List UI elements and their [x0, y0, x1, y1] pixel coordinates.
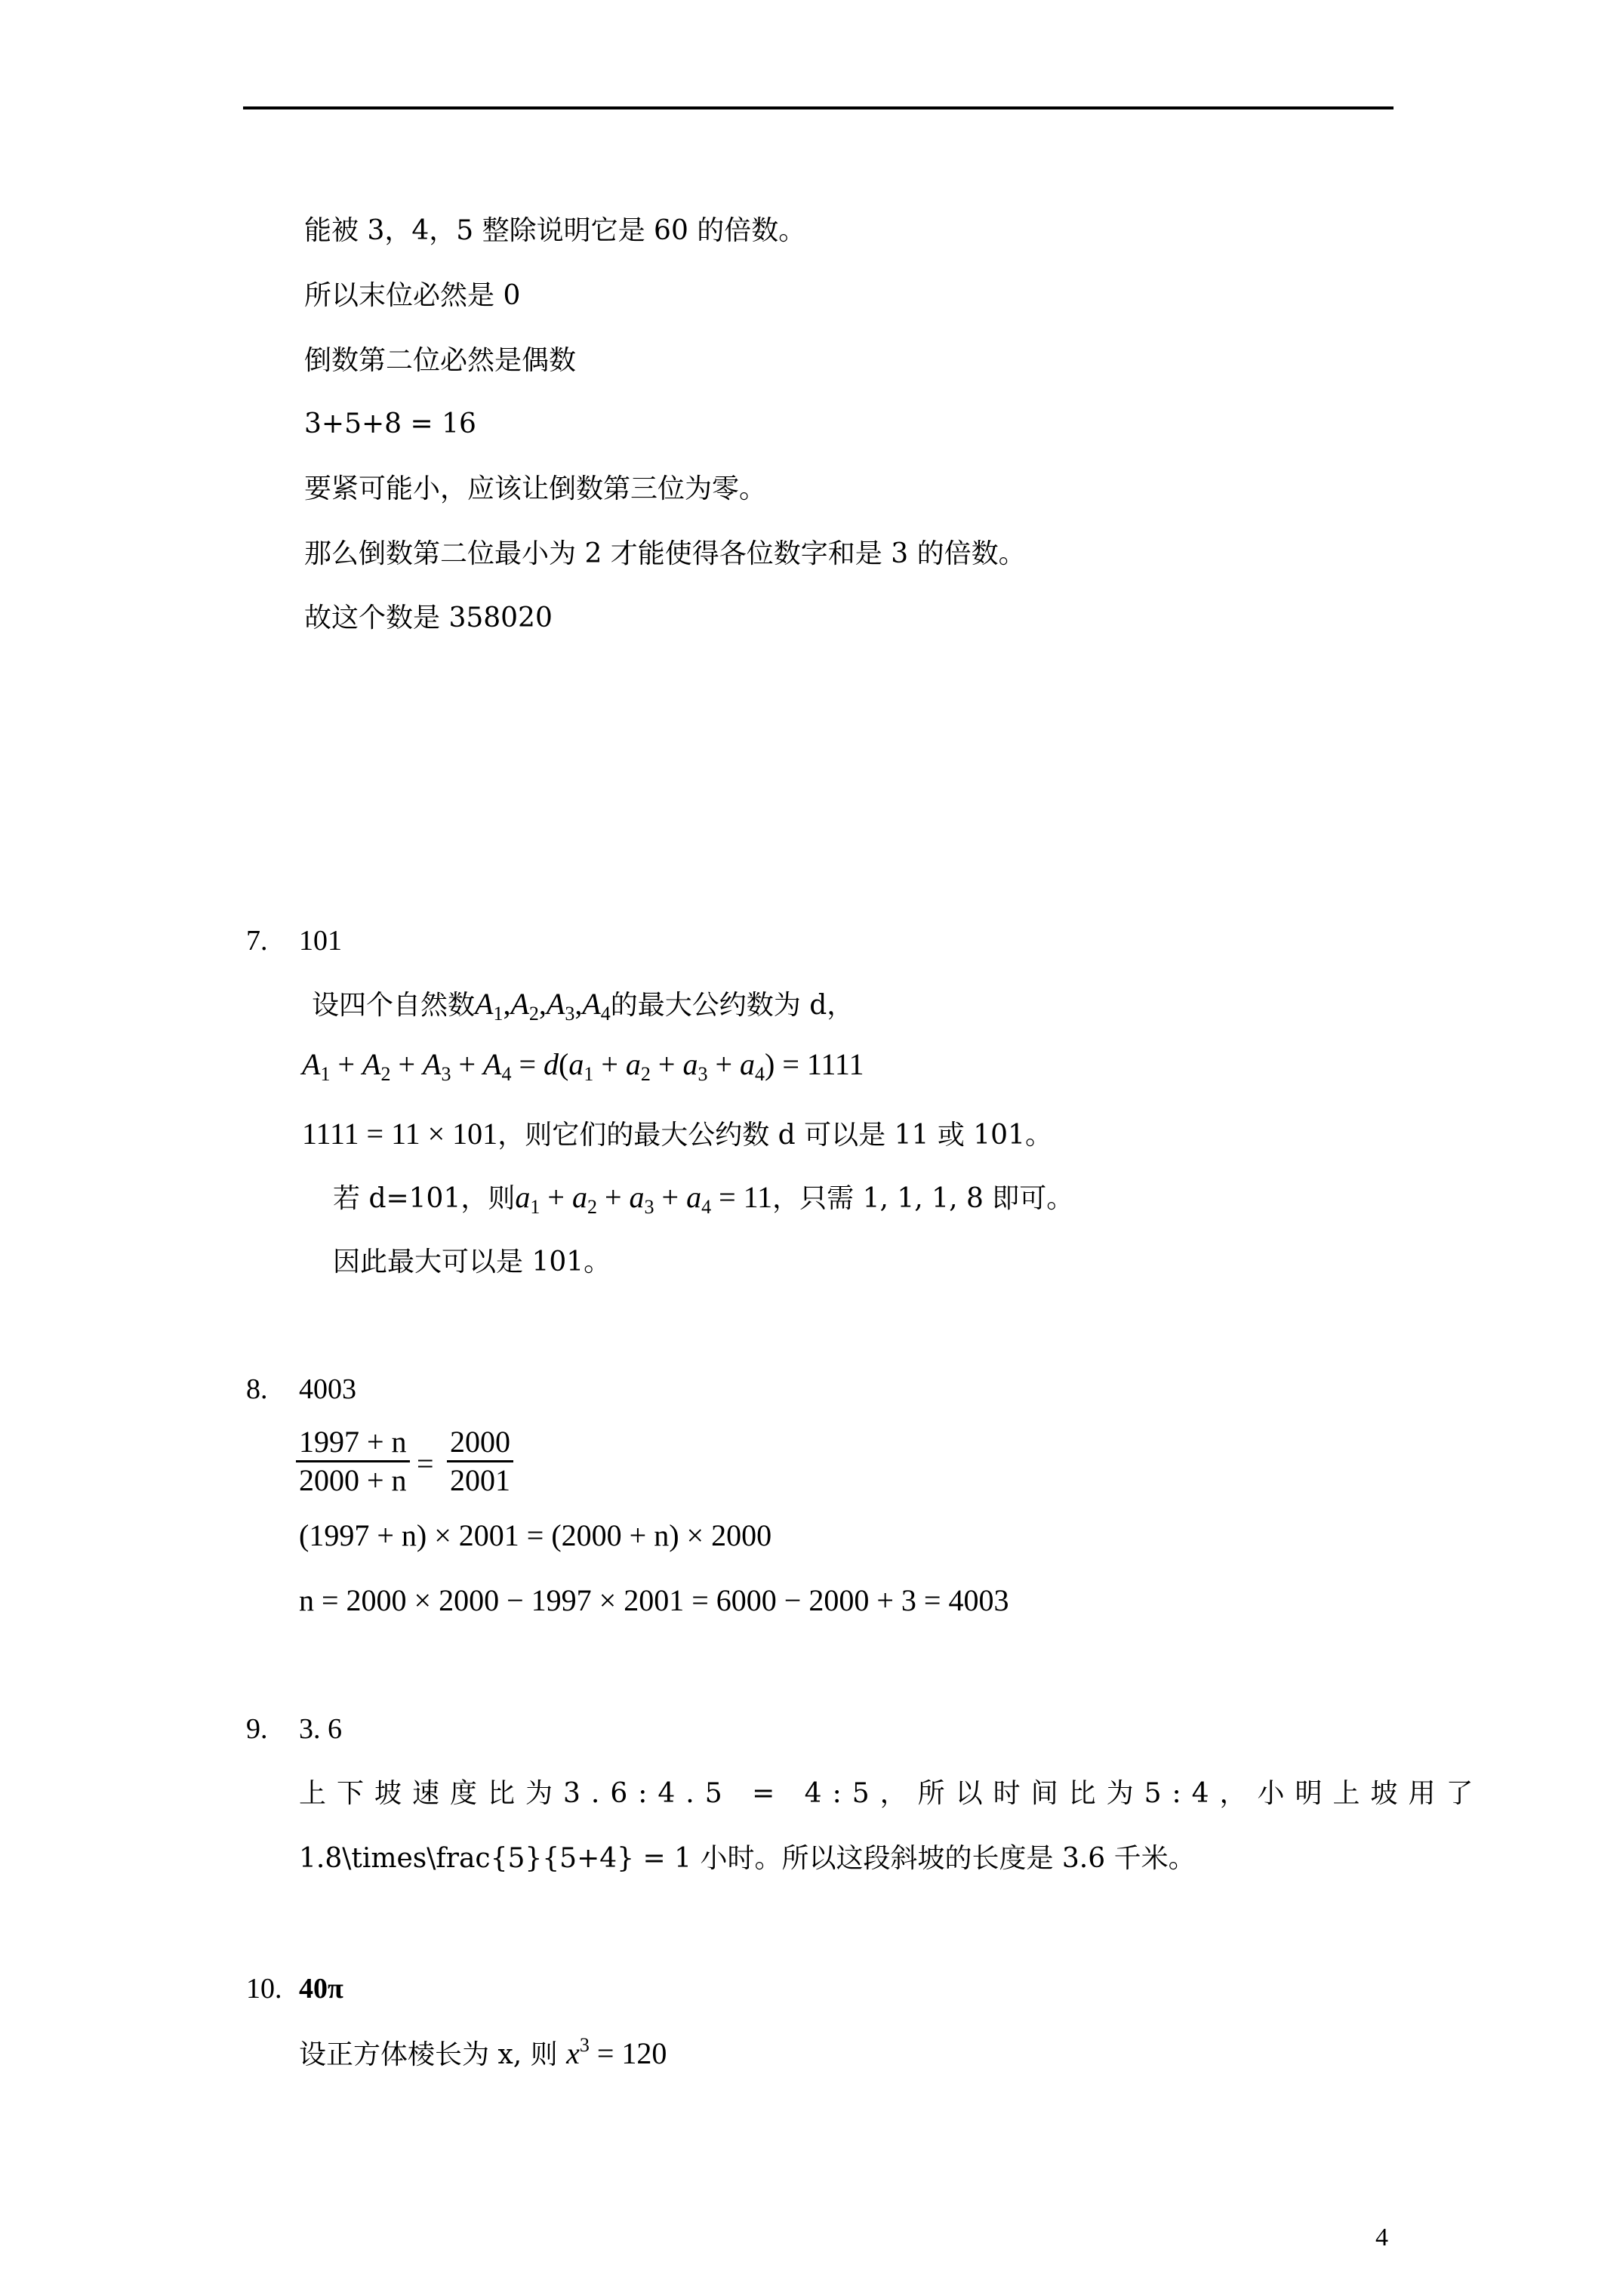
- q7-line4-head: 若 d=101，则: [333, 1183, 516, 1214]
- q7-line1-text: 设四个自然数: [312, 990, 476, 1021]
- q10-line-1: [299, 2034, 667, 2072]
- q9-number: 9.: [246, 1713, 268, 1745]
- q7-a-sum-value: = 11: [719, 1180, 773, 1214]
- q7-line3-tail: ，则它们的最大公约数 d 可以是 11 或 101。: [497, 1120, 1052, 1151]
- q7-sum-equation: $A_1 + A_2 + A_3 + A_4 = d(a_1 + a_2 + a_3 + a_4) = 1111$: [302, 1047, 864, 1085]
- q7-answer: 101: [299, 925, 342, 957]
- text-line-5: 要紧可能小，应该让倒数第三位为零。: [304, 473, 767, 504]
- q8-equation-2: (1997 + n) × 2001 = (2000 + n) × 2000: [299, 1518, 772, 1552]
- text-line-6: 那么倒数第二位最小为 2 才能使得各位数字和是 3 的倍数。: [304, 538, 1026, 569]
- q7-variables: $A_1,A_2,A_3,A_4$: [475, 987, 611, 1025]
- q9-line-1: 上下坡速度比为3.6:4.5 = 4:5，所以时间比为5:4，小明上坡用了: [299, 1778, 1484, 1809]
- q10-number: 10.: [246, 1973, 282, 2005]
- q8-fraction-right-numerator: 2000: [450, 1425, 510, 1459]
- q7-line-1: [312, 987, 855, 1025]
- header-rule: [243, 106, 1394, 109]
- text-line-7: 故这个数是 358020: [304, 603, 553, 633]
- text-line-2: 所以末位必然是 0: [304, 280, 521, 311]
- q10-line1-text: 设正方体棱长为 x, 则: [299, 2039, 558, 2070]
- q8-fraction-right: [447, 1424, 513, 1499]
- q7-line4-tail: ，只需 1, 1, 1, 8 即可。: [772, 1183, 1074, 1214]
- q7-a-sum: $a_1 + a_2 + a_3 + a_4$: [515, 1180, 712, 1218]
- q7-number: 7.: [246, 925, 268, 957]
- q8-fraction-left-denominator: 2000 + n: [299, 1463, 407, 1497]
- text-line-1: 能被 3，4，5 整除说明它是 60 的倍数。: [304, 215, 806, 246]
- q10-answer: 40π: [299, 1973, 343, 2005]
- q10-cube-eq: $x^3$: [566, 2034, 590, 2070]
- q7-line-4: [333, 1181, 1073, 1216]
- page-number: 4: [1375, 2224, 1388, 2251]
- q8-fraction-right-denominator: 2001: [450, 1463, 510, 1497]
- q7-factor-eq: 1111 = 11 × 101: [302, 1117, 498, 1151]
- q7-line-5: 因此最大可以是 101。: [333, 1247, 611, 1277]
- q9-line-2: 1.8\times\frac{5}{5+4} = 1 小时。所以这段斜坡的长度是 3.6 千米。: [299, 1843, 1196, 1874]
- q8-number: 8.: [246, 1373, 268, 1405]
- text-line-4: 3+5+8 = 16: [304, 408, 476, 439]
- q8-equals-sign: =: [417, 1447, 434, 1481]
- q7-line1-tail: 的最大公约数为 d，: [610, 990, 855, 1021]
- q8-fraction-left: [296, 1424, 410, 1499]
- q8-fraction-left-numerator: 1997 + n: [299, 1425, 407, 1459]
- text-line-3: 倒数第二位必然是偶数: [304, 345, 577, 376]
- q9-answer: 3. 6: [299, 1713, 342, 1745]
- q8-answer: 4003: [299, 1373, 356, 1405]
- q8-equation-3: n = 2000 × 2000 − 1997 × 2001 = 6000 − 2000 + 3 = 4003: [299, 1583, 1009, 1617]
- q7-line-3: [302, 1117, 1052, 1152]
- q10-cube-value: = 120: [596, 2036, 667, 2070]
